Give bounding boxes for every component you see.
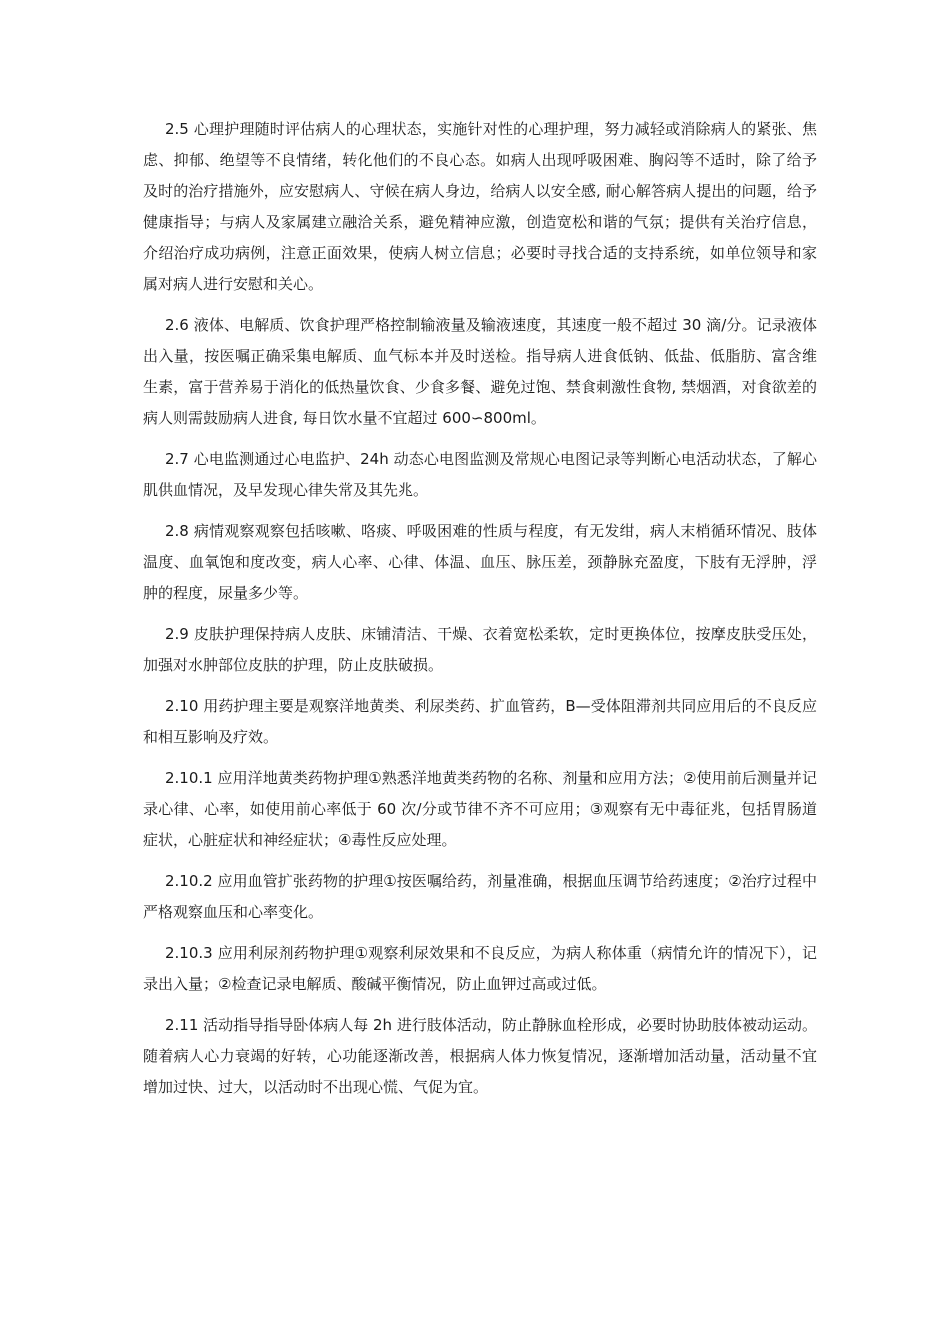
paragraph-2-10-1: 2.10.1 应用洋地黄类药物护理①熟悉洋地黄类药物的名称、剂量和应用方法；②使用前后测量并记录心律、心率，如使用前心率低于 60 次/分或节律不齐不可应用；③观察有无中毒征兆，包括胃肠道症状，心脏症状和神经症状；④毒性反应处理。 bbox=[143, 769, 817, 849]
paragraph-2-8: 2.8 病情观察观察包括咳嗽、咯痰、呼吸困难的性质与程度，有无发绀，病人末梢循环情况、肢体温度、血氧饱和度改变，病人心率、心律、体温、血压、脉压差，颈静脉充盈度，下肢有无浮肿，浮肿的程度，尿量多少等。 bbox=[143, 522, 817, 602]
paragraph-2-5: 2.5 心理护理随时评估病人的心理状态，实施针对性的心理护理，努力减轻或消除病人的紧张、焦虑、抑郁、绝望等不良情绪，转化他们的不良心态。如病人出现呼吸困难、胸闷等不适时，除了给予及时的治疗措施外，应安慰病人、守候在病人身边，给病人以安全感, 耐心解答病人提出的问题，给予健康指导；与病人及家属建立融洽关系，避免精神应激，创造宽松和谐的气氛；提供有关治疗信息，介绍治疗成功病例，注意正面效果，使病人树立信息；必要时寻找合适的支持系统，如单位领导和家属对病人进行安慰和关心。 bbox=[143, 120, 817, 293]
paragraph-2-7: 2.7 心电监测通过心电监护、24h 动态心电图监测及常规心电图记录等判断心电活动状态，了解心肌供血情况，及早发现心律失常及其先兆。 bbox=[143, 450, 817, 499]
document-body bbox=[143, 114, 817, 1113]
paragraph-2-11: 2.11 活动指导指导卧体病人每 2h 进行肢体活动，防止静脉血栓形成，必要时协助肢体被动运动。随着病人心力衰竭的好转，心功能逐渐改善，根据病人体力恢复情况，逐渐增加活动量，活动量不宜增加过快、过大，以活动时不出现心慌、气促为宜。 bbox=[143, 1016, 817, 1096]
paragraph-2-10: 2.10 用药护理主要是观察洋地黄类、利尿类药、扩血管药，B—受体阻滞剂共同应用后的不良反应和相互影响及疗效。 bbox=[143, 697, 817, 746]
paragraph-2-10-2: 2.10.2 应用血管扩张药物的护理①按医嘱给药，剂量准确，根据血压调节给药速度；②治疗过程中严格观察血压和心率变化。 bbox=[143, 872, 817, 921]
paragraph-2-9: 2.9 皮肤护理保持病人皮肤、床铺清洁、干燥、衣着宽松柔软，定时更换体位，按摩皮肤受压处，加强对水肿部位皮肤的护理，防止皮肤破损。 bbox=[143, 625, 817, 674]
paragraph-2-10-3: 2.10.3 应用利尿剂药物护理①观察利尿效果和不良反应，为病人称体重（病情允许的情况下），记录出入量；②检查记录电解质、酸碱平衡情况，防止血钾过高或过低。 bbox=[143, 944, 817, 993]
paragraph-2-6: 2.6 液体、电解质、饮食护理严格控制输液量及输液速度，其速度一般不超过 30 滴/分。记录液体出入量，按医嘱正确采集电解质、血气标本并及时送检。指导病人进食低钠、低盐、低脂肪、富含维生素，富于营养易于消化的低热量饮食、少食多餐、避免过饱、禁食刺激性食物, 禁烟酒，对食欲差的病人则需鼓励病人进食, 每日饮水量不宜超过 600∽800ml。 bbox=[143, 316, 817, 427]
